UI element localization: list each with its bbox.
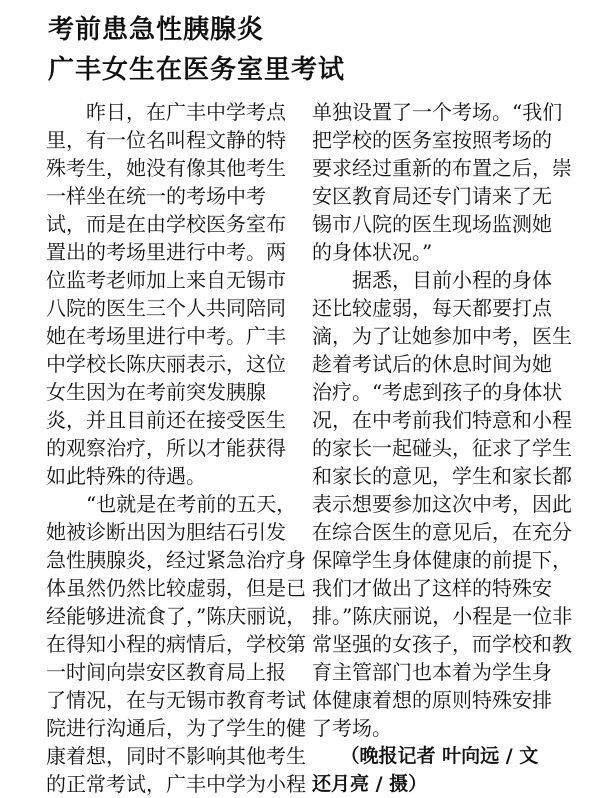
text-line: 炎，并且目前还在接受医生 — [46, 408, 286, 432]
byline-line-2: 还月亮 / 摄） — [312, 773, 428, 795]
article-column-right — [312, 98, 572, 798]
text-line: 经能够进流食了，”陈庆丽说， — [46, 604, 307, 628]
headline — [48, 10, 345, 90]
text-line: 了情况，在与无锡市教育考试 — [46, 688, 306, 712]
text-line: 一样坐在统一的考场中考 — [46, 184, 266, 208]
text-line: 锡市八院的医生现场监测她 — [312, 212, 552, 236]
text-line: 体健康着想的原则特殊安排 — [312, 688, 552, 712]
text-line: “也就是在考前的五天， — [46, 492, 297, 516]
text-line: 殊考生，她没有像其他考生 — [46, 156, 286, 180]
text-line: 她被诊断出因为胆结石引发 — [46, 520, 286, 544]
text-line: 八院的医生三个人共同陪同 — [46, 296, 286, 320]
text-line: 治疗。“考虑到孩子的身体状 — [312, 380, 563, 404]
text-line: 安区教育局还专门请来了无 — [312, 184, 552, 208]
text-line: 况，在中考前我们特意和小程 — [312, 408, 572, 432]
text-line: 急性胰腺炎，经过紧急治疗身 — [46, 548, 306, 572]
text-line: 常坚强的女孩子，而学校和教 — [312, 632, 572, 656]
text-line: 试，而是在由学校医务室布 — [46, 212, 286, 236]
text-line: 和家长的意见，学生和家长都 — [312, 464, 572, 488]
text-line: 在综合医生的意见后，在充分 — [312, 520, 572, 544]
text-line: 昨日，在广丰中学考点 — [46, 100, 286, 124]
text-line: 了考场。 — [312, 716, 392, 740]
text-line: 体虽然仍然比较虚弱，但是已 — [46, 576, 306, 600]
text-line: 她在考场里进行中考。广丰 — [46, 324, 286, 348]
text-line: 还比较虚弱，每天都要打点 — [312, 296, 552, 320]
text-line: 我们才做出了这样的特殊安 — [312, 576, 552, 600]
text-line: 育主管部门也本着为学生身 — [312, 660, 552, 684]
text-line: 位监考老师加上来自无锡市 — [46, 268, 286, 292]
text-line: 的家长一起碰头，征求了学生 — [312, 436, 572, 460]
text-line: 趁着考试后的休息时间为她 — [312, 352, 552, 376]
text-line: 女生因为在考前突发胰腺 — [46, 380, 266, 404]
article-column-left — [46, 98, 306, 798]
text-line: 表示想要参加这次中考，因此 — [312, 492, 572, 516]
text-line: 置出的考场里进行中考。两 — [46, 240, 286, 264]
text-line: 排。”陈庆丽说，小程是一位非 — [312, 604, 573, 628]
text-line: 的身体状况。” — [312, 240, 433, 264]
byline-line-1: （晚报记者 叶向远 / 文 — [312, 745, 539, 767]
text-line: 的观察治疗，所以才能获得 — [46, 436, 286, 460]
text-line: 一时间向崇安区教育局上报 — [46, 660, 286, 684]
text-line: 要求经过重新的布置之后，崇 — [312, 156, 572, 180]
text-line: 滴，为了让她参加中考，医生 — [312, 324, 572, 348]
text-line: 里，有一位名叫程文静的特 — [46, 128, 286, 152]
text-line: 的正常考试，广丰中学为小程 — [46, 772, 306, 796]
text-line: 中学校长陈庆丽表示，这位 — [46, 352, 286, 376]
text-line: 康着想，同时不影响其他考生 — [46, 744, 306, 768]
text-line: 单独设置了一个考场。“我们 — [312, 100, 563, 124]
text-line: 在得知小程的病情后，学校第 — [46, 632, 306, 656]
headline-line-2: 广丰女生在医务室里考试 — [48, 55, 346, 85]
text-line: 据悉，目前小程的身体 — [312, 268, 552, 292]
headline-line-1: 考前患急性胰腺炎 — [48, 15, 265, 45]
text-line: 把学校的医务室按照考场的 — [312, 128, 552, 152]
text-line: 如此特殊的待遇。 — [46, 464, 206, 488]
text-line: 院进行沟通后，为了学生的健 — [46, 716, 306, 740]
text-line: 保障学生身体健康的前提下， — [312, 548, 572, 572]
